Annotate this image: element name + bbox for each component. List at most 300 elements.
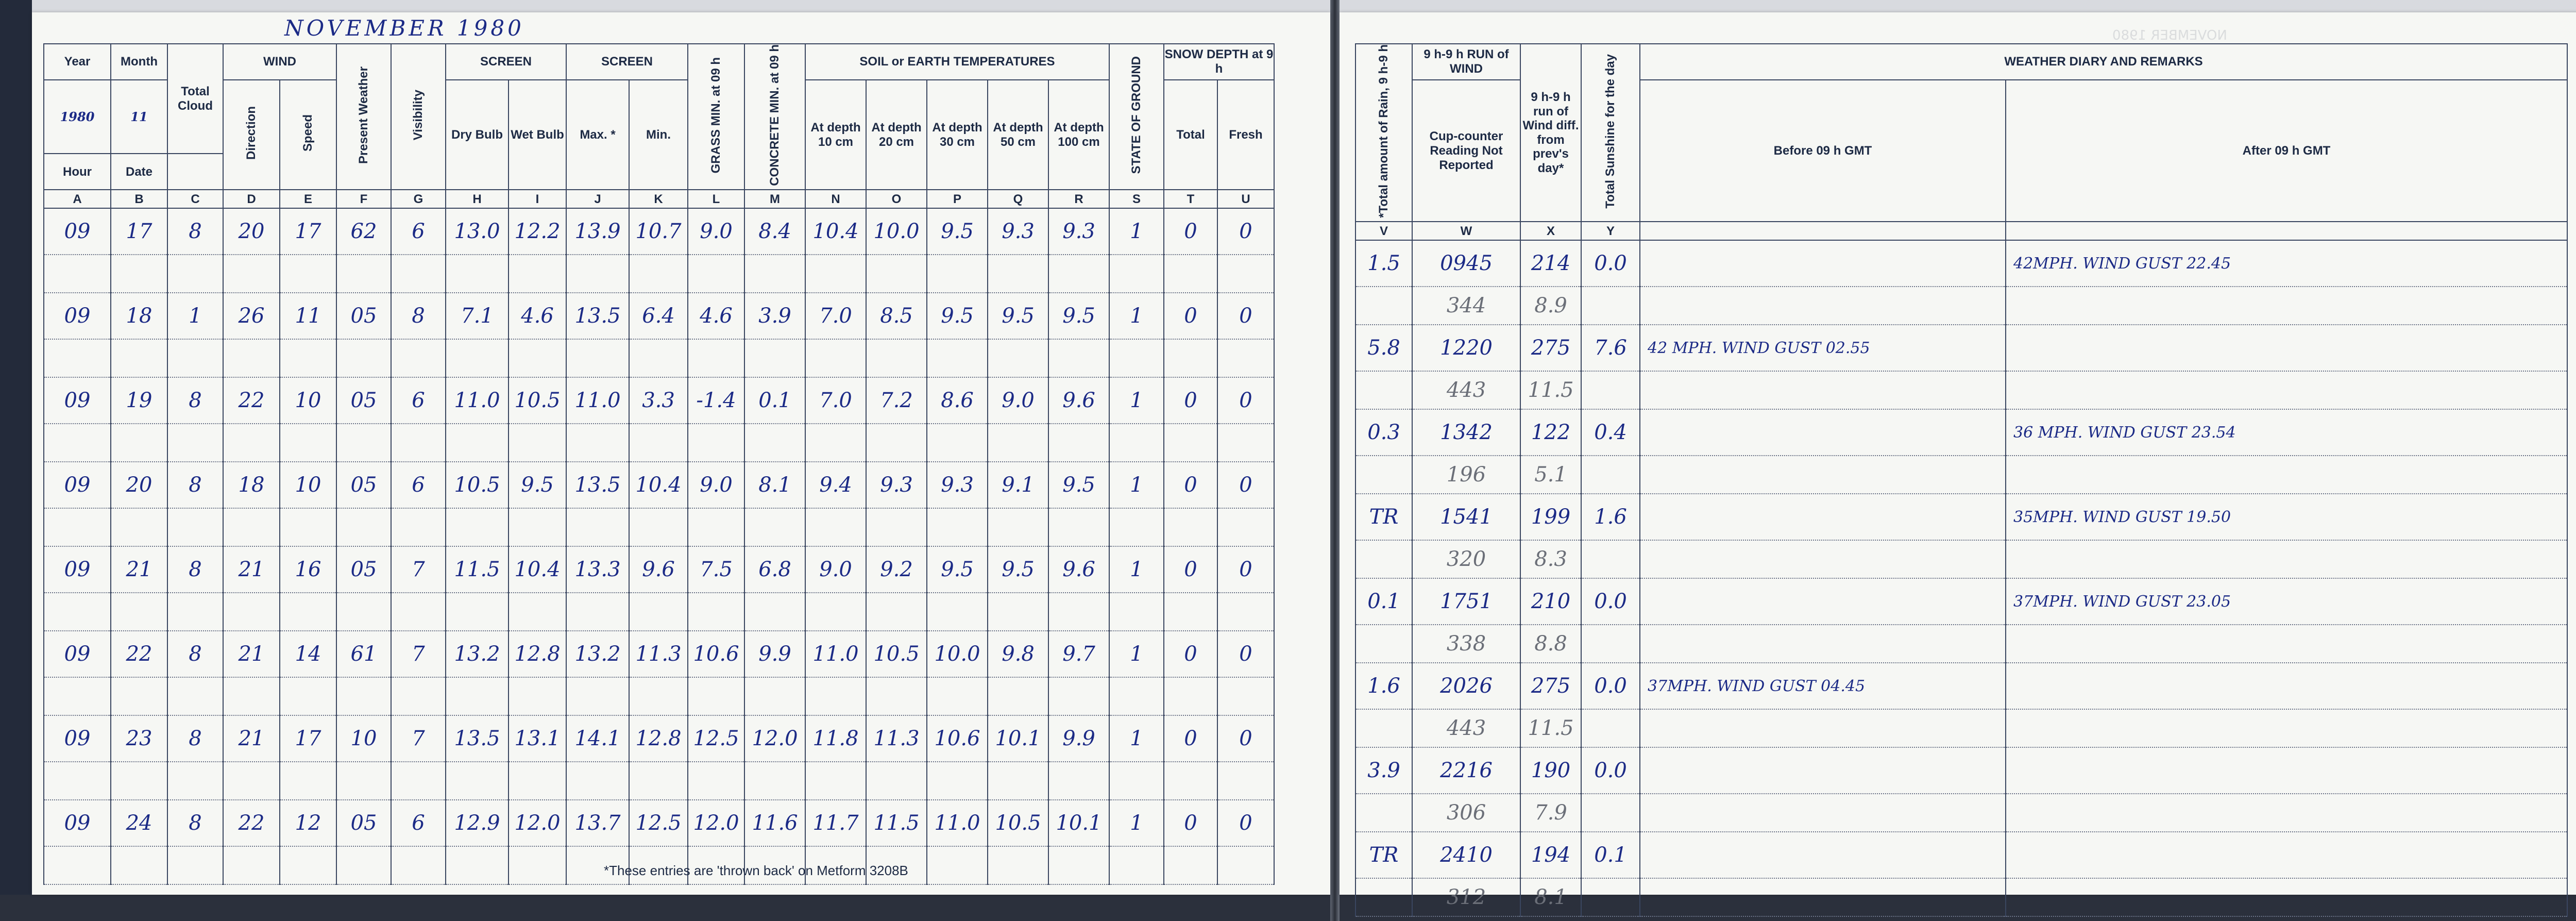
wind-run-diary-table bbox=[1355, 43, 2568, 917]
cell-fresh: 0 bbox=[1217, 631, 1274, 677]
cell-diff: 8.1 bbox=[1520, 878, 1581, 916]
table-row-sub bbox=[1355, 709, 2567, 747]
cell-s20: 8.5 bbox=[866, 293, 927, 339]
column-letter: B bbox=[111, 190, 167, 208]
cell-grass: 9.0 bbox=[688, 462, 744, 508]
cell-wet: 12.0 bbox=[509, 800, 566, 846]
cell-s100: 9.9 bbox=[1048, 715, 1109, 762]
cell-dry: 11.5 bbox=[446, 546, 509, 593]
cell-min: 6.4 bbox=[629, 293, 688, 339]
cell-min: 3.3 bbox=[629, 377, 688, 424]
cell-cloud: 8 bbox=[167, 208, 223, 255]
column-letter: M bbox=[744, 190, 805, 208]
cell-rain: 0.1 bbox=[1355, 578, 1412, 625]
cell-s50: 10.1 bbox=[988, 715, 1048, 762]
cell-cup: 2410 bbox=[1412, 832, 1520, 878]
soil-20cm-header: At depth 20 cm bbox=[866, 80, 927, 190]
month-value: 11 bbox=[111, 80, 167, 154]
before-09-header: Before 09 h GMT bbox=[1640, 80, 2006, 222]
dry-bulb-header: Dry Bulb bbox=[446, 80, 509, 190]
present-weather-header: Present Weather bbox=[357, 66, 371, 164]
cell-cloud: 8 bbox=[167, 546, 223, 593]
cell-date: 20 bbox=[111, 462, 167, 508]
cell-pw: 05 bbox=[336, 293, 391, 339]
run-of-wind-header: 9 h-9 h RUN of WIND bbox=[1412, 44, 1520, 80]
cell-dir: 20 bbox=[223, 208, 280, 255]
column-letter: C bbox=[167, 190, 223, 208]
table-row bbox=[44, 800, 1274, 846]
table-row-sub bbox=[1355, 287, 2567, 325]
cell-sun: 1.6 bbox=[1581, 494, 1640, 540]
cell-dry: 12.9 bbox=[446, 800, 509, 846]
cell-dry: 7.1 bbox=[446, 293, 509, 339]
cell-cloud: 8 bbox=[167, 462, 223, 508]
table-row bbox=[1355, 409, 2567, 456]
cell-cloud: 8 bbox=[167, 377, 223, 424]
table-row bbox=[44, 377, 1274, 424]
cell-speed: 10 bbox=[280, 377, 336, 424]
month-header: Month bbox=[111, 44, 167, 80]
cell-run-sub: 306 bbox=[1412, 794, 1520, 832]
column-letter: X bbox=[1520, 222, 1581, 240]
cell-run: 275 bbox=[1520, 663, 1581, 709]
cell-s30: 11.0 bbox=[927, 800, 988, 846]
cell-after bbox=[2006, 325, 2567, 371]
cell-fresh: 0 bbox=[1217, 800, 1274, 846]
cell-speed: 17 bbox=[280, 208, 336, 255]
cell-total: 0 bbox=[1164, 546, 1217, 593]
cell-total: 0 bbox=[1164, 715, 1217, 762]
table-row-spacer bbox=[44, 424, 1274, 462]
cell-s20: 10.5 bbox=[866, 631, 927, 677]
cell-wet: 13.1 bbox=[509, 715, 566, 762]
cell-min: 10.7 bbox=[629, 208, 688, 255]
cell-grass: -1.4 bbox=[688, 377, 744, 424]
cell-vis: 6 bbox=[391, 462, 446, 508]
cell-cup: 1220 bbox=[1412, 325, 1520, 371]
cell-before bbox=[1640, 832, 2006, 878]
cell-rain: TR bbox=[1355, 832, 1412, 878]
cell-s100: 9.3 bbox=[1048, 208, 1109, 255]
table-row-spacer bbox=[44, 255, 1274, 293]
cell-fresh: 0 bbox=[1217, 293, 1274, 339]
soil-header: SOIL or EARTH TEMPERATURES bbox=[805, 44, 1109, 80]
cell-s30: 9.5 bbox=[927, 208, 988, 255]
cell-fresh: 0 bbox=[1217, 208, 1274, 255]
cell-s10: 10.4 bbox=[805, 208, 866, 255]
table-row-sub bbox=[1355, 625, 2567, 663]
cell-s30: 9.5 bbox=[927, 546, 988, 593]
cell-cup: 1751 bbox=[1412, 578, 1520, 625]
weather-diary-header: WEATHER DIARY AND REMARKS bbox=[1640, 44, 2567, 80]
cell-dry: 13.0 bbox=[446, 208, 509, 255]
column-letter: O bbox=[866, 190, 927, 208]
cell-rain: TR bbox=[1355, 494, 1412, 540]
cell-s100: 9.6 bbox=[1048, 377, 1109, 424]
cell-date: 19 bbox=[111, 377, 167, 424]
table-row bbox=[1355, 832, 2567, 878]
cell-cup: 1342 bbox=[1412, 409, 1520, 456]
cell-state: 1 bbox=[1109, 377, 1164, 424]
column-letter: J bbox=[566, 190, 629, 208]
column-letter: Q bbox=[988, 190, 1048, 208]
cell-state: 1 bbox=[1109, 546, 1164, 593]
hour-header: Hour bbox=[44, 154, 111, 190]
book-gutter bbox=[1330, 0, 1340, 921]
table-row-sub bbox=[1355, 540, 2567, 578]
table-row bbox=[44, 462, 1274, 508]
cell-s20: 11.5 bbox=[866, 800, 927, 846]
rain-total-header: *Total amount of Rain, 9 h-9 h bbox=[1377, 44, 1391, 218]
cell-dir: 21 bbox=[223, 631, 280, 677]
cell-dry: 13.5 bbox=[446, 715, 509, 762]
cell-s50: 10.5 bbox=[988, 800, 1048, 846]
column-letter: K bbox=[629, 190, 688, 208]
cell-s20: 9.3 bbox=[866, 462, 927, 508]
cell-after: 37MPH. WIND GUST 23.05 bbox=[2006, 578, 2567, 625]
table-row-sub bbox=[1355, 371, 2567, 409]
cell-vis: 8 bbox=[391, 293, 446, 339]
cell-state: 1 bbox=[1109, 800, 1164, 846]
column-letter: U bbox=[1217, 190, 1274, 208]
cell-pw: 61 bbox=[336, 631, 391, 677]
snow-total-header: Total bbox=[1164, 80, 1217, 190]
cell-total: 0 bbox=[1164, 208, 1217, 255]
cell-pw: 62 bbox=[336, 208, 391, 255]
cell-pw: 05 bbox=[336, 462, 391, 508]
cell-total: 0 bbox=[1164, 377, 1217, 424]
cell-date: 24 bbox=[111, 800, 167, 846]
cell-run: 194 bbox=[1520, 832, 1581, 878]
cell-fresh: 0 bbox=[1217, 377, 1274, 424]
cell-hour: 09 bbox=[44, 377, 111, 424]
cell-max: 14.1 bbox=[566, 715, 629, 762]
cell-dry: 10.5 bbox=[446, 462, 509, 508]
cell-state: 1 bbox=[1109, 462, 1164, 508]
cell-wet: 10.4 bbox=[509, 546, 566, 593]
cell-rain: 3.9 bbox=[1355, 747, 1412, 794]
soil-50cm-header: At depth 50 cm bbox=[988, 80, 1048, 190]
soil-10cm-header: At depth 10 cm bbox=[805, 80, 866, 190]
column-letter: S bbox=[1109, 190, 1164, 208]
sunshine-header: Total Sunshine for the day bbox=[1603, 54, 1618, 209]
cell-dir: 21 bbox=[223, 715, 280, 762]
cell-total: 0 bbox=[1164, 462, 1217, 508]
cell-state: 1 bbox=[1109, 631, 1164, 677]
cell-run: 190 bbox=[1520, 747, 1581, 794]
cell-rain: 5.8 bbox=[1355, 325, 1412, 371]
left-page bbox=[32, 12, 1330, 895]
cell-vis: 7 bbox=[391, 631, 446, 677]
cell-concrete: 9.9 bbox=[744, 631, 805, 677]
right-table-body bbox=[1355, 240, 2567, 916]
cell-sun: 0.4 bbox=[1581, 409, 1640, 456]
cell-grass: 4.6 bbox=[688, 293, 744, 339]
cell-s10: 11.7 bbox=[805, 800, 866, 846]
cell-fresh: 0 bbox=[1217, 546, 1274, 593]
cell-cup: 2216 bbox=[1412, 747, 1520, 794]
cell-s30: 9.3 bbox=[927, 462, 988, 508]
table-row-spacer bbox=[44, 762, 1274, 800]
cell-cup: 2026 bbox=[1412, 663, 1520, 709]
cell-sun: 0.0 bbox=[1581, 240, 1640, 287]
cell-s30: 8.6 bbox=[927, 377, 988, 424]
cell-run-sub: 196 bbox=[1412, 456, 1520, 494]
cell-speed: 10 bbox=[280, 462, 336, 508]
column-letter: E bbox=[280, 190, 336, 208]
column-letter: T bbox=[1164, 190, 1217, 208]
cell-max: 13.9 bbox=[566, 208, 629, 255]
cell-min: 11.3 bbox=[629, 631, 688, 677]
cell-s30: 9.5 bbox=[927, 293, 988, 339]
table-row bbox=[44, 631, 1274, 677]
cell-concrete: 3.9 bbox=[744, 293, 805, 339]
cell-before bbox=[1640, 578, 2006, 625]
cell-speed: 17 bbox=[280, 715, 336, 762]
book-cover-left bbox=[0, 0, 32, 921]
cell-sun: 0.0 bbox=[1581, 578, 1640, 625]
cell-diff: 7.9 bbox=[1520, 794, 1581, 832]
table-row bbox=[1355, 325, 2567, 371]
column-letter: D bbox=[223, 190, 280, 208]
cell-run: 214 bbox=[1520, 240, 1581, 287]
cell-dry: 13.2 bbox=[446, 631, 509, 677]
cell-grass: 12.0 bbox=[688, 800, 744, 846]
cell-run-sub: 338 bbox=[1412, 625, 1520, 663]
cell-max: 13.5 bbox=[566, 293, 629, 339]
cell-date: 23 bbox=[111, 715, 167, 762]
cell-after bbox=[2006, 663, 2567, 709]
cell-state: 1 bbox=[1109, 293, 1164, 339]
cell-run-sub: 443 bbox=[1412, 371, 1520, 409]
cell-hour: 09 bbox=[44, 715, 111, 762]
cell-s50: 9.1 bbox=[988, 462, 1048, 508]
wind-header: WIND bbox=[223, 44, 336, 80]
cell-s10: 7.0 bbox=[805, 377, 866, 424]
cell-dir: 22 bbox=[223, 800, 280, 846]
cell-s50: 9.3 bbox=[988, 208, 1048, 255]
cell-cloud: 1 bbox=[167, 293, 223, 339]
cell-wet: 10.5 bbox=[509, 377, 566, 424]
table-row-spacer bbox=[44, 339, 1274, 377]
column-letter: I bbox=[509, 190, 566, 208]
cell-s10: 11.0 bbox=[805, 631, 866, 677]
cell-date: 18 bbox=[111, 293, 167, 339]
cell-run-sub: 312 bbox=[1412, 878, 1520, 916]
concrete-min-header: CONCRETE MIN. at 09 h bbox=[768, 44, 782, 186]
table-row bbox=[44, 546, 1274, 593]
cell-dry: 11.0 bbox=[446, 377, 509, 424]
cell-after: 35MPH. WIND GUST 19.50 bbox=[2006, 494, 2567, 540]
cell-wet: 12.2 bbox=[509, 208, 566, 255]
cell-concrete: 6.8 bbox=[744, 546, 805, 593]
cell-speed: 16 bbox=[280, 546, 336, 593]
cell-wet: 4.6 bbox=[509, 293, 566, 339]
cell-diff: 8.8 bbox=[1520, 625, 1581, 663]
cell-s10: 9.4 bbox=[805, 462, 866, 508]
snow-fresh-header: Fresh bbox=[1217, 80, 1274, 190]
snow-depth-header: SNOW DEPTH at 9 h bbox=[1164, 44, 1274, 80]
cell-before bbox=[1640, 747, 2006, 794]
column-letter: A bbox=[44, 190, 111, 208]
column-letter: W bbox=[1412, 222, 1520, 240]
wind-diff-header: 9 h-9 h run of Wind diff. from prev's day* bbox=[1520, 44, 1581, 222]
year-header: Year bbox=[44, 44, 111, 80]
column-letter: H bbox=[446, 190, 509, 208]
column-letter-row bbox=[44, 190, 1274, 208]
cell-vis: 6 bbox=[391, 208, 446, 255]
cell-min: 12.5 bbox=[629, 800, 688, 846]
cell-min: 12.8 bbox=[629, 715, 688, 762]
show-through-text: NOVEMBER 1980 bbox=[2112, 28, 2227, 43]
cell-diff: 5.1 bbox=[1520, 456, 1581, 494]
cell-total: 0 bbox=[1164, 631, 1217, 677]
speed-header: Speed bbox=[301, 114, 315, 152]
cell-max: 13.5 bbox=[566, 462, 629, 508]
cell-max: 11.0 bbox=[566, 377, 629, 424]
cell-pw: 10 bbox=[336, 715, 391, 762]
cell-s30: 10.6 bbox=[927, 715, 988, 762]
cell-hour: 09 bbox=[44, 208, 111, 255]
cell-run-sub: 344 bbox=[1412, 287, 1520, 325]
cell-pw: 05 bbox=[336, 546, 391, 593]
cell-s100: 9.6 bbox=[1048, 546, 1109, 593]
cell-s20: 10.0 bbox=[866, 208, 927, 255]
column-letter: P bbox=[927, 190, 988, 208]
cell-wet: 12.8 bbox=[509, 631, 566, 677]
cell-concrete: 0.1 bbox=[744, 377, 805, 424]
cell-s50: 9.0 bbox=[988, 377, 1048, 424]
after-09-header: After 09 h GMT bbox=[2006, 80, 2567, 222]
column-letter: Y bbox=[1581, 222, 1640, 240]
date-header: Date bbox=[111, 154, 167, 190]
min-header: Min. bbox=[629, 80, 688, 190]
cell-before bbox=[1640, 494, 2006, 540]
table-row bbox=[44, 293, 1274, 339]
soil-100cm-header: At depth 100 cm bbox=[1048, 80, 1109, 190]
cell-s30: 10.0 bbox=[927, 631, 988, 677]
cell-run-sub: 443 bbox=[1412, 709, 1520, 747]
cell-fresh: 0 bbox=[1217, 715, 1274, 762]
cell-run: 210 bbox=[1520, 578, 1581, 625]
cell-vis: 7 bbox=[391, 715, 446, 762]
cell-speed: 12 bbox=[280, 800, 336, 846]
soil-30cm-header: At depth 30 cm bbox=[927, 80, 988, 190]
cell-before bbox=[1640, 409, 2006, 456]
max-header: Max. * bbox=[566, 80, 629, 190]
cell-before: 42 MPH. WIND GUST 02.55 bbox=[1640, 325, 2006, 371]
cell-s50: 9.5 bbox=[988, 293, 1048, 339]
column-letter: F bbox=[336, 190, 391, 208]
table-row bbox=[1355, 240, 2567, 287]
cell-s10: 11.8 bbox=[805, 715, 866, 762]
cell-diff: 8.9 bbox=[1520, 287, 1581, 325]
visibility-header: Visibility bbox=[411, 90, 426, 141]
screen-maxmin-header: SCREEN bbox=[566, 44, 688, 80]
cell-run-sub: 320 bbox=[1412, 540, 1520, 578]
cell-vis: 7 bbox=[391, 546, 446, 593]
cell-before bbox=[1640, 240, 2006, 287]
cell-dir: 22 bbox=[223, 377, 280, 424]
cell-hour: 09 bbox=[44, 800, 111, 846]
screen-header: SCREEN bbox=[446, 44, 566, 80]
cell-hour: 09 bbox=[44, 546, 111, 593]
cell-s100: 9.5 bbox=[1048, 462, 1109, 508]
cell-s10: 9.0 bbox=[805, 546, 866, 593]
table-row bbox=[44, 208, 1274, 255]
column-letter: N bbox=[805, 190, 866, 208]
cell-run: 275 bbox=[1520, 325, 1581, 371]
table-row-sub bbox=[1355, 794, 2567, 832]
cell-min: 9.6 bbox=[629, 546, 688, 593]
cell-date: 21 bbox=[111, 546, 167, 593]
grass-min-header: GRASS MIN. at 09 h bbox=[709, 57, 723, 174]
cell-s20: 9.2 bbox=[866, 546, 927, 593]
cell-min: 10.4 bbox=[629, 462, 688, 508]
cell-concrete: 12.0 bbox=[744, 715, 805, 762]
table-row bbox=[1355, 494, 2567, 540]
cell-rain: 1.6 bbox=[1355, 663, 1412, 709]
cell-s50: 9.8 bbox=[988, 631, 1048, 677]
cup-counter-header: Cup-counter Reading Not Reported bbox=[1412, 80, 1520, 222]
cell-run: 122 bbox=[1520, 409, 1581, 456]
cell-max: 13.3 bbox=[566, 546, 629, 593]
table-row bbox=[44, 715, 1274, 762]
cell-run: 199 bbox=[1520, 494, 1581, 540]
cell-diff: 11.5 bbox=[1520, 371, 1581, 409]
cell-concrete: 8.1 bbox=[744, 462, 805, 508]
observation-table bbox=[43, 43, 1275, 885]
cell-s10: 7.0 bbox=[805, 293, 866, 339]
cell-wet: 9.5 bbox=[509, 462, 566, 508]
cell-diff: 11.5 bbox=[1520, 709, 1581, 747]
cell-cup: 1541 bbox=[1412, 494, 1520, 540]
cell-dir: 26 bbox=[223, 293, 280, 339]
month-title: NOVEMBER 1980 bbox=[284, 15, 524, 41]
cell-speed: 11 bbox=[280, 293, 336, 339]
cell-vis: 6 bbox=[391, 377, 446, 424]
cell-pw: 05 bbox=[336, 800, 391, 846]
table-row bbox=[1355, 578, 2567, 625]
cell-dir: 21 bbox=[223, 546, 280, 593]
state-of-ground-header: STATE OF GROUND bbox=[1129, 56, 1144, 174]
cell-hour: 09 bbox=[44, 631, 111, 677]
cell-cloud: 8 bbox=[167, 631, 223, 677]
column-letter: G bbox=[391, 190, 446, 208]
cell-s20: 11.3 bbox=[866, 715, 927, 762]
table-row-sub bbox=[1355, 456, 2567, 494]
cell-after: 36 MPH. WIND GUST 23.54 bbox=[2006, 409, 2567, 456]
table-row bbox=[1355, 663, 2567, 709]
cell-total: 0 bbox=[1164, 800, 1217, 846]
footnote: *These entries are 'thrown back' on Metform 3208B bbox=[604, 863, 908, 878]
cell-date: 22 bbox=[111, 631, 167, 677]
cell-date: 17 bbox=[111, 208, 167, 255]
cell-after bbox=[2006, 832, 2567, 878]
cell-sun: 0.1 bbox=[1581, 832, 1640, 878]
cell-sun: 0.0 bbox=[1581, 747, 1640, 794]
cell-grass: 9.0 bbox=[688, 208, 744, 255]
cell-fresh: 0 bbox=[1217, 462, 1274, 508]
cell-total: 0 bbox=[1164, 293, 1217, 339]
total-cloud-header: Total Cloud bbox=[167, 44, 223, 154]
cell-after: 42MPH. WIND GUST 22.45 bbox=[2006, 240, 2567, 287]
cell-max: 13.2 bbox=[566, 631, 629, 677]
cell-vis: 6 bbox=[391, 800, 446, 846]
cell-pw: 05 bbox=[336, 377, 391, 424]
cell-sun: 0.0 bbox=[1581, 663, 1640, 709]
column-letter-row bbox=[1355, 222, 2567, 240]
